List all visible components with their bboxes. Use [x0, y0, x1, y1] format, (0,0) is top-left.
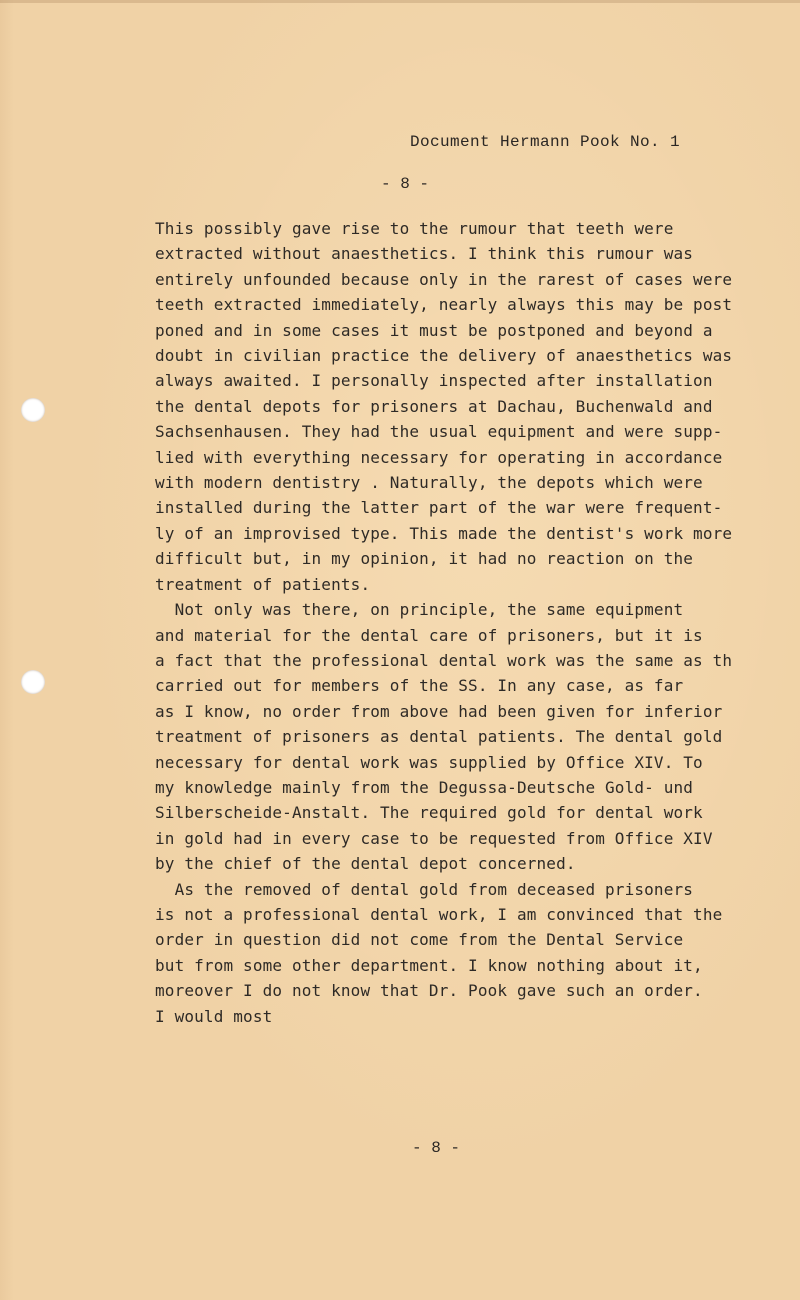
body-line: necessary for dental work was supplied by Office XIV. To: [155, 752, 703, 772]
body-line: order in question did not come from the Dental Service: [155, 930, 684, 950]
body-line: the dental depots for prisoners at Dachau, Buchenwald and: [155, 396, 713, 416]
page-edge: [0, 0, 800, 3]
page-number-bottom: - 8 -: [412, 1139, 461, 1157]
body-line: as I know, no order from above had been given for inferior: [155, 701, 723, 721]
body-line: I would most: [155, 1006, 273, 1026]
body-line: treatment of patients.: [155, 574, 371, 594]
body-line: This possibly gave rise to the rumour that teeth were: [155, 219, 674, 238]
body-line: carried out for members of the SS. In any case, as far: [155, 676, 684, 696]
body-line: extracted without anaesthetics. I think this rumour was: [155, 244, 694, 264]
body-line: a fact that the professional dental work was the same as th: [155, 650, 733, 670]
page-number-top: - 8 -: [381, 175, 430, 193]
body-line: and material for the dental care of prisoners, but it is: [155, 625, 703, 645]
body-line: moreover I do not know that Dr. Pook gave such an order.: [155, 981, 703, 1001]
body-line: treatment of prisoners as dental patients. The dental gold: [155, 727, 723, 747]
body-line: my knowledge mainly from the Degussa-Deutsche Gold- und: [155, 777, 694, 797]
body-line: Silberscheide-Anstalt. The required gold for dental work: [155, 803, 703, 823]
document-reference: Document Hermann Pook No. 1: [410, 133, 681, 151]
body-line: with modern dentistry . Naturally, the depots which were: [155, 473, 703, 493]
body-line: As the removed of dental gold from deceased prisoners: [155, 879, 694, 899]
body-line: is not a professional dental work, I am convinced that the: [155, 904, 723, 924]
body-line: installed during the latter part of the war were frequent-: [155, 498, 723, 518]
body-line: Sachsenhausen. They had the usual equipment and were supp-: [155, 422, 723, 442]
body-line: by the chief of the dental depot concerned.: [155, 854, 576, 874]
body-line: entirely unfounded because only in the rarest of cases were: [155, 269, 733, 289]
body-line: Not only was there, on principle, the same equipment: [155, 600, 684, 620]
document-body: [155, 216, 800, 1029]
body-line: lied with everything necessary for operating in accordance: [155, 447, 723, 467]
punch-hole-lower: [21, 670, 45, 694]
body-line: in gold had in every case to be requested from Office XIV: [155, 828, 713, 848]
body-line: always awaited. I personally inspected after installation: [155, 371, 713, 391]
body-line: ly of an improvised type. This made the dentist's work more: [155, 523, 733, 543]
body-line: doubt in civilian practice the delivery of anaesthetics was: [155, 346, 733, 366]
punch-hole-upper: [21, 398, 45, 422]
body-line: teeth extracted immediately, nearly always this may be post: [155, 295, 733, 315]
body-line: poned and in some cases it must be postponed and beyond a: [155, 320, 713, 340]
body-line: difficult but, in my opinion, it had no reaction on the: [155, 549, 694, 569]
body-line: but from some other department. I know nothing about it,: [155, 955, 703, 975]
